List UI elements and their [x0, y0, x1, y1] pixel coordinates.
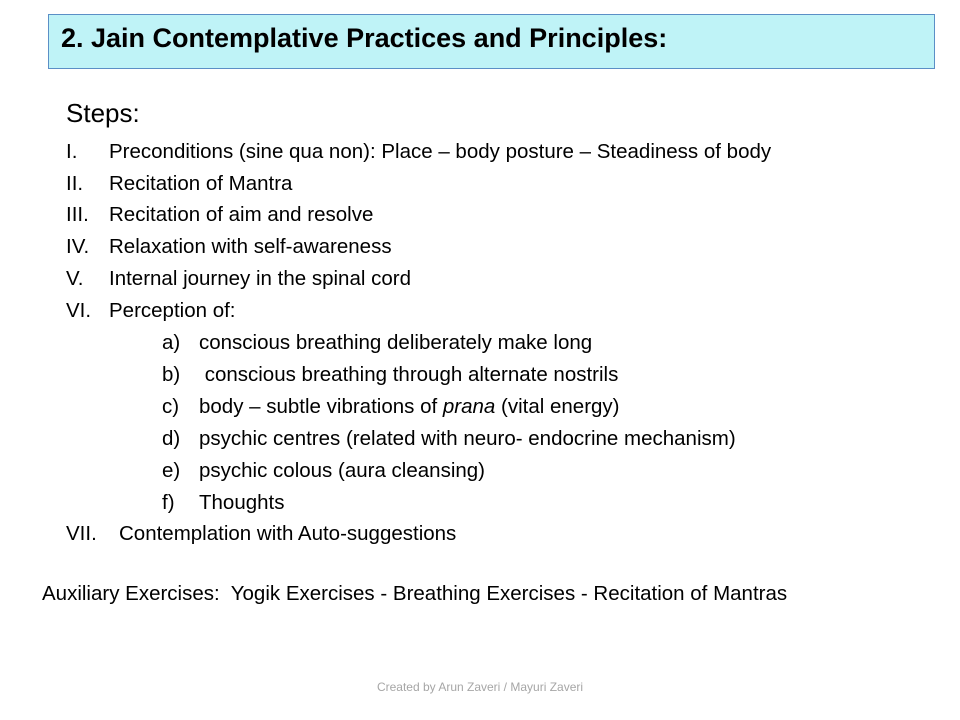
step-text: Recitation of aim and resolve: [109, 203, 374, 226]
step-marker: V.: [66, 267, 84, 290]
sub-text: psychic centres (related with neuro- endocrine mechanism): [199, 427, 736, 450]
step-text: Internal journey in the spinal cord: [109, 267, 411, 290]
auxiliary-exercises: Auxiliary Exercises: Yogik Exercises - Breathing Exercises - Recitation of Mantras: [42, 582, 788, 605]
sub-text: [199, 395, 620, 419]
sub-marker: a): [162, 331, 181, 354]
steps-heading: Steps:: [66, 98, 140, 128]
step-marker: I.: [66, 140, 78, 163]
step-marker: VII.: [66, 522, 97, 545]
step-marker: IV.: [66, 235, 90, 258]
title-box: [48, 14, 935, 69]
step-marker: II.: [66, 172, 84, 195]
credit-footer: Created by Arun Zaveri / Mayuri Zaveri: [376, 680, 584, 694]
sub-marker: b): [162, 363, 181, 386]
slide-title: 2. Jain Contemplative Practices and Principles:: [61, 23, 668, 53]
sub-text: conscious breathing through alternate nostrils: [199, 363, 619, 386]
step-marker: VI.: [66, 299, 92, 322]
sub-text: Thoughts: [199, 491, 285, 514]
sub-text-post: (vital energy): [495, 395, 620, 418]
sub-marker: f): [162, 491, 175, 514]
sub-marker: d): [162, 427, 181, 450]
sub-marker: c): [162, 395, 180, 418]
sub-text-pre: body – subtle vibrations of: [199, 395, 443, 418]
sub-marker: e): [162, 459, 181, 482]
step-text: Recitation of Mantra: [109, 172, 293, 195]
step-marker: III.: [66, 203, 89, 226]
step-text: Preconditions (sine qua non): Place – body posture – Steadiness of body: [109, 140, 772, 163]
step-text: Contemplation with Auto-suggestions: [119, 522, 457, 545]
sub-text: psychic colous (aura cleansing): [199, 459, 485, 482]
sub-text-italic: prana: [442, 395, 496, 418]
sub-text: conscious breathing deliberately make long: [199, 331, 593, 354]
step-text: Relaxation with self-awareness: [109, 235, 392, 258]
step-text: Perception of:: [109, 299, 236, 322]
